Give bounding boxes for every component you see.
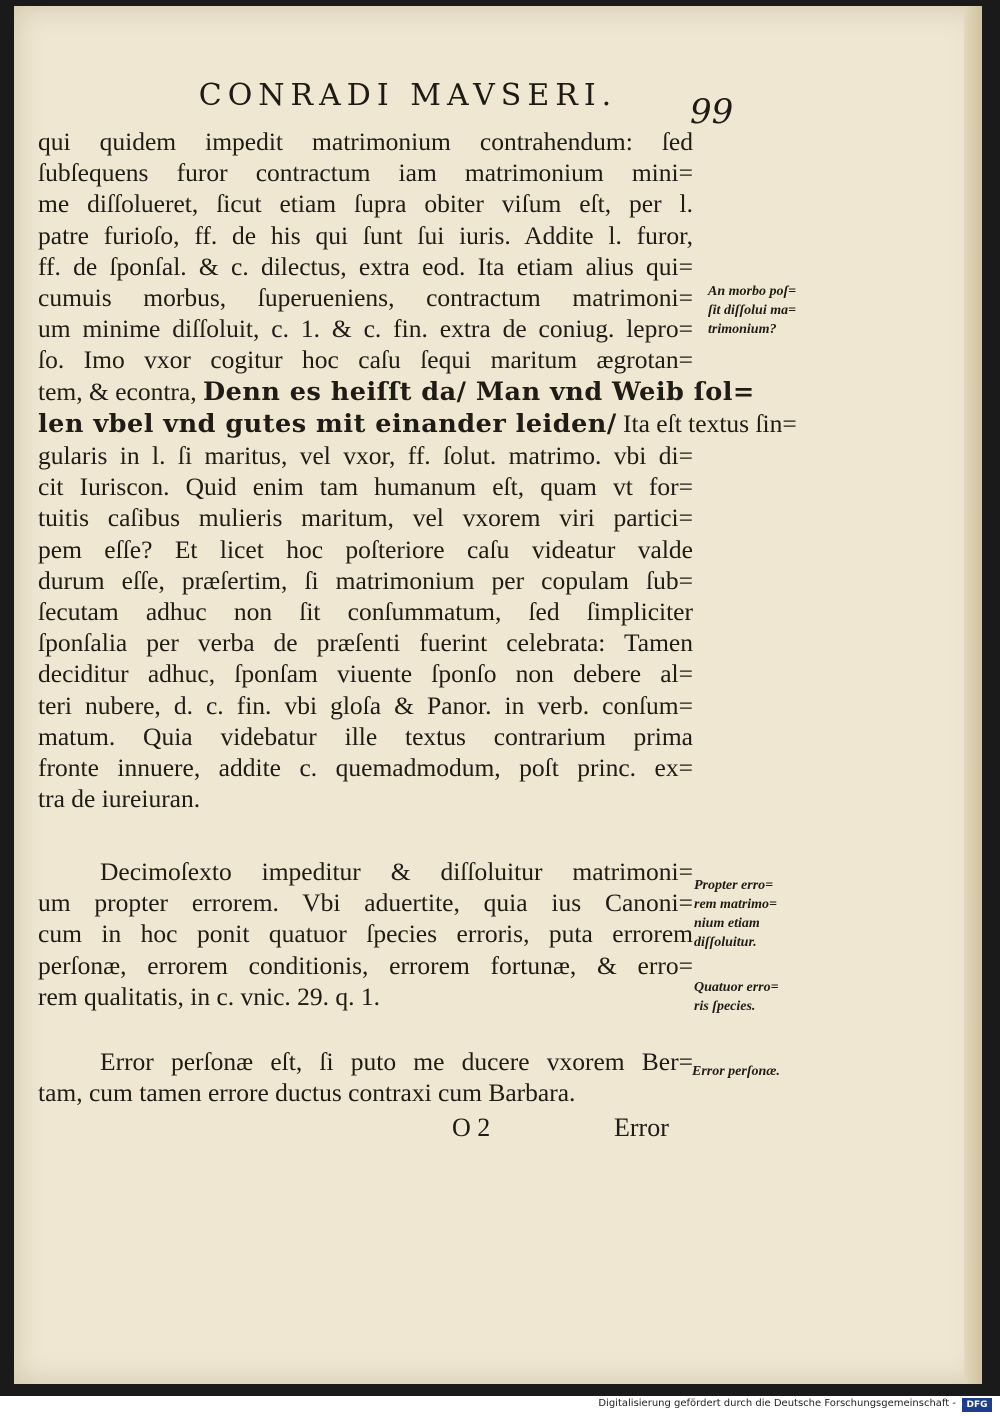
text-line: durum eſſe, præſertim, ſi matrimonium per copulam ſub= [38, 565, 693, 595]
text-line: fronte innuere, addite c. quemadmodum, poſt princ. ex= [38, 753, 693, 783]
paragraph-2 [38, 856, 693, 1012]
text-line: um minime diſſoluit, c. 1. & c. fin. extra de coniug. lepro= [38, 314, 693, 344]
text-line: qui quidem impedit matrimonium contrahendum: ſed [38, 127, 693, 156]
page-edge [964, 6, 982, 1384]
text-line: cumuis morbus, ſuperueniens, contractum matrimoni= [38, 283, 693, 313]
text-line: gularis in l. ſi maritus, vel vxor, ff. ſolut. matrimo. vbi di= [38, 441, 693, 471]
text-line: rem qualitatis, in c. vnic. 29. q. 1. [38, 981, 381, 1011]
margin-note-line: nium etiam [694, 916, 760, 931]
catchword: Error [614, 1113, 669, 1142]
margin-note-line: ris ſpecies. [694, 999, 756, 1014]
running-head: CONRADI MAVSERI. [198, 78, 618, 113]
text-line: cum in hoc ponit quatuor ſpecies erroris, puta errorem [38, 919, 693, 949]
text-line: teri nubere, d. c. fin. vbi gloſa & Panor. in verb. conſum= [38, 690, 693, 720]
latin-fragment: tem, & econtra, [38, 376, 197, 406]
german-blackletter-fragment: len vbel vnd gutes mit einander leiden/ [38, 408, 617, 439]
text-line: ſubſequens furor contractum iam matrimonium mini= [38, 158, 693, 188]
margin-note-line: rem matrimo= [694, 897, 778, 912]
margin-note-error [694, 876, 777, 952]
text-line: pem eſſe? Et licet hoc poſteriore caſu videatur valde [38, 534, 693, 564]
german-blackletter-fragment: Denn es heiſſt da/ Man vnd Weib ſol= [202, 376, 755, 407]
margin-note-morbus [708, 282, 796, 339]
margin-note-line: An morbo poſ= [708, 284, 797, 299]
text-line: cit Iuriscon. Quid enim tam humanum eſt, quam vt for= [38, 472, 693, 502]
footer-credit: Digitalisierung gefördert durch die Deutsche Forschungsgemeinschaft - [598, 1398, 956, 1409]
margin-note-line: trimonium? [708, 322, 777, 337]
margin-note-line: diſſoluitur. [694, 935, 757, 950]
dfg-logo: DFG [962, 1398, 992, 1412]
margin-note-species [694, 978, 779, 1016]
margin-note-line: ſit diſſolui ma= [708, 303, 797, 318]
text-line: tuitis caſibus mulieris maritum, vel vxorem viri partici= [38, 503, 693, 533]
text-line: matum. Quia videbatur ille textus contrarium prima [38, 721, 693, 751]
text-line-mixed [38, 408, 797, 440]
text-line: ſecutam adhuc non ſit conſummatum, ſed ſimpliciter [38, 597, 693, 627]
text-line: ſponſalia per verba de præſenti fuerint celebrata: Tamen [38, 628, 693, 658]
text-line: um propter errorem. Vbi aduertite, quia ius Canoni= [38, 888, 693, 918]
paragraph-3 [38, 1046, 693, 1108]
text-line: Decimoſexto impeditur & diſſoluitur matrimoni= [100, 857, 693, 886]
text-line: patre furioſo, ff. de his qui ſunt ſui iuris. Addite l. furor, [38, 220, 693, 250]
margin-note-line: Propter erro= [694, 878, 774, 893]
page-number: 99 [690, 92, 734, 132]
footer-bar [0, 1396, 1000, 1416]
text-line: perſonæ, errorem conditionis, errorem fortunæ, & erro= [38, 950, 693, 980]
text-line: ſo. Imo vxor cogitur hoc caſu ſequi maritum ægrotan= [38, 345, 693, 375]
text-line: Error perſonæ eſt, ſi puto me ducere vxorem Ber= [100, 1047, 693, 1076]
text-line: me diſſolueret, ſicut etiam ſupra obiter viſum eſt, per l. [38, 189, 693, 219]
signature-mark: O 2 [452, 1113, 491, 1142]
latin-fragment: Ita eſt textus ſin= [623, 408, 797, 438]
margin-note-persona [692, 1062, 780, 1081]
margin-note-line: Error perſonæ. [692, 1064, 780, 1079]
text-line: ff. de ſponſal. & c. dilectus, extra eod. Ita etiam alius qui= [38, 251, 693, 281]
text-line: deciditur adhuc, ſponſam viuente ſponſo non debere al= [38, 659, 693, 689]
text-line: tam, cum tamen errore ductus contraxi cum Barbara. [38, 1078, 576, 1108]
text-line: tra de iureiuran. [38, 784, 201, 814]
margin-note-line: Quatuor erro= [694, 980, 779, 995]
text-line-mixed [38, 376, 755, 408]
